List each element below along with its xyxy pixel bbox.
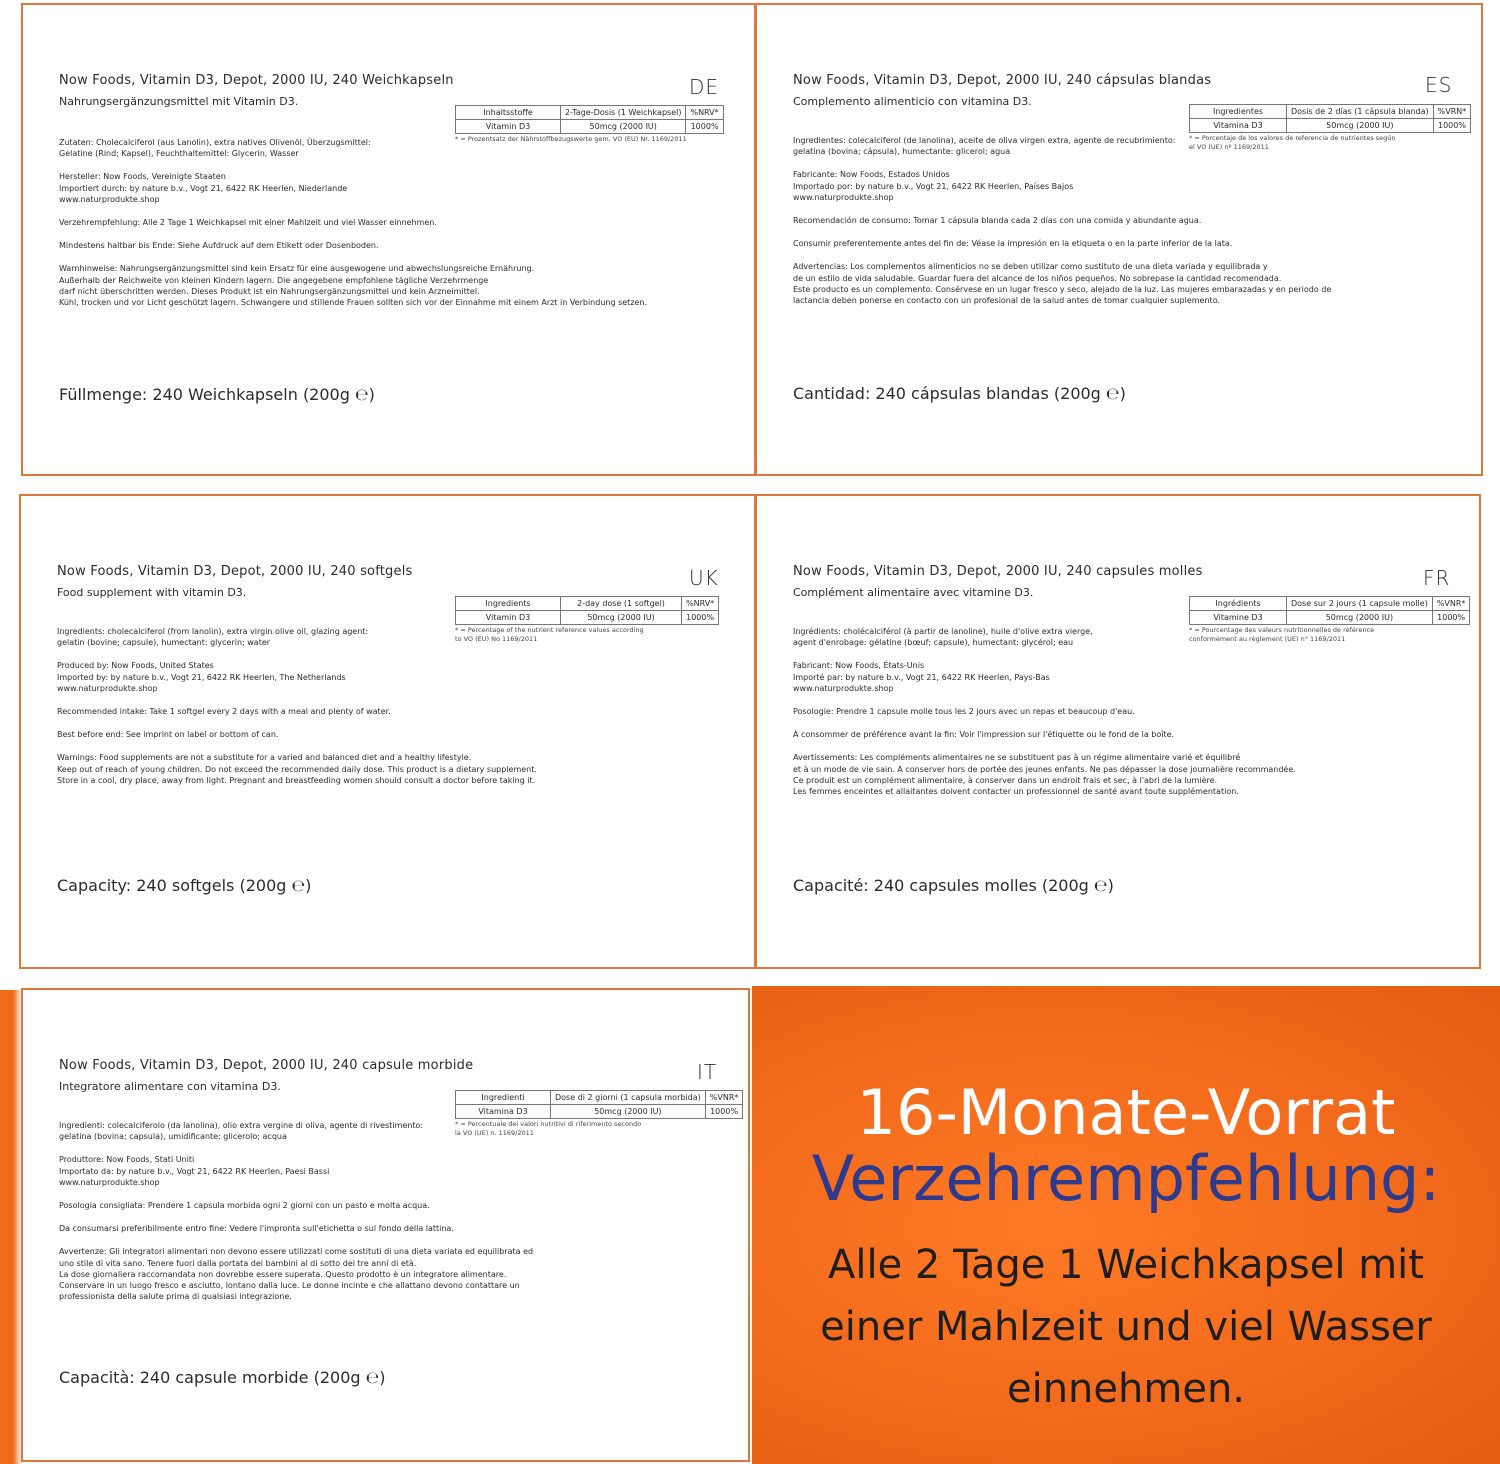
table-footnote: * = Prozentsatz der Nährstoffbezugswerte gem. VO (EU) Nr. 1169/2011	[455, 135, 687, 143]
table-cell: Vitamina D3	[1190, 119, 1287, 133]
language-code: DE	[689, 75, 720, 99]
label-body: Ingredientes: colecalciferol (de lanolina), aceite de oliva virgen extra, agente de recubrimiento: gelatina (bovina; cápsula), humectante: glicerol; agua Fabricante: Now Foods, Estados Unidos Importado por: by nature b.v., Vogt 21, 6422 RK Heerlen, Países Bajos www.naturprodukte.shop Recomendación de consumo: Tomar 1 cápsula blanda cada 2 días con una comida y abundante agua. Consumir preferentemente antes del fin de: Véase la impresión en la etiqueta o en la parte inferior de la lata. Advertencias: Los complementos alimenticios no se deben utilizar como sustituto de una dieta variada y equilibrada y de un estilo de vida saludable. Guardar fuera del alcance de los niños pequeños. No sobrepase la cantidad recomendada. Este producto es un complemento. Consérvese en un lugar fresco y seco, alejado de la luz. Las mujeres embarazadas y en periodo de lactancia deben ponerse en contacto con un profesional de la salud antes de tomar cualquier suplemento.	[793, 136, 1332, 306]
promo-recommendation-heading: Verzehrempfehlung:	[811, 1142, 1441, 1215]
label-de	[21, 3, 756, 476]
table-cell: 1000%	[1432, 611, 1470, 625]
product-title: Now Foods, Vitamin D3, Depot, 2000 IU, 240 softgels	[57, 564, 413, 579]
table-footnote: * = Percentage of the nutrient reference values according to VO (EU) No 1169/2011	[455, 626, 644, 643]
language-code: FR	[1423, 566, 1451, 590]
product-subtitle: Integratore alimentare con vitamina D3.	[59, 1080, 281, 1093]
product-title: Now Foods, Vitamin D3, Depot, 2000 IU, 240 Weichkapseln	[59, 73, 454, 88]
table-cell: 50mcg (2000 IU)	[561, 611, 682, 625]
nutrition-table	[1189, 104, 1471, 133]
table-header: %NRV*	[682, 597, 719, 611]
table-header: Dosis de 2 días (1 cápsula blanda)	[1287, 105, 1434, 119]
product-subtitle: Complemento alimenticio con vitamina D3.	[793, 95, 1032, 108]
table-cell: 1000%	[682, 611, 719, 625]
label-fr	[755, 494, 1481, 969]
label-uk	[19, 494, 756, 969]
table-cell: 50mcg (2000 IU)	[561, 120, 686, 134]
table-header: Dose sur 2 jours (1 capsule molle)	[1287, 597, 1433, 611]
table-cell: 50mcg (2000 IU)	[551, 1105, 706, 1119]
table-footnote: * = Pourcentage des valeurs nutritionnelles de référence conformément au règlement (UE) n° 1169/2011	[1189, 626, 1375, 643]
label-es	[755, 3, 1483, 476]
product-subtitle: Complément alimentaire avec vitamine D3.	[793, 586, 1034, 599]
table-cell: 50mcg (2000 IU)	[1287, 611, 1433, 625]
table-header: %NRV*	[686, 106, 723, 120]
product-subtitle: Food supplement with vitamin D3.	[57, 586, 247, 599]
table-cell: Vitamine D3	[1190, 611, 1287, 625]
nutrition-table	[455, 1090, 743, 1119]
table-header: %VNR*	[1432, 597, 1470, 611]
table-cell: Vitamin D3	[456, 120, 561, 134]
table-header: 2-Tage-Dosis (1 Weichkapsel)	[561, 106, 686, 120]
fill-quantity: Capacità: 240 capsule morbide (200g ℮)	[59, 1368, 386, 1387]
fill-quantity: Füllmenge: 240 Weichkapseln (200g ℮)	[59, 385, 375, 404]
fill-quantity: Capacity: 240 softgels (200g ℮)	[57, 876, 312, 895]
language-code: IT	[697, 1060, 718, 1084]
fill-quantity: Cantidad: 240 cápsulas blandas (200g ℮)	[793, 384, 1126, 403]
table-header: Inhaltsstoffe	[456, 106, 561, 120]
table-cell: 1000%	[1433, 119, 1471, 133]
product-title: Now Foods, Vitamin D3, Depot, 2000 IU, 240 capsules molles	[793, 564, 1203, 579]
nutrition-table	[1189, 596, 1470, 625]
table-header: Ingredienti	[456, 1091, 551, 1105]
table-cell: 1000%	[686, 120, 723, 134]
product-subtitle: Nahrungsergänzungsmittel mit Vitamin D3.	[59, 95, 299, 108]
table-cell: 1000%	[705, 1105, 743, 1119]
table-header: Ingredients	[456, 597, 561, 611]
table-header: %VRN*	[1433, 105, 1471, 119]
table-header: 2-day dose (1 softgel)	[561, 597, 682, 611]
table-header: Ingredientes	[1190, 105, 1287, 119]
fill-quantity: Capacité: 240 capsules molles (200g ℮)	[793, 876, 1114, 895]
table-cell: Vitamina D3	[456, 1105, 551, 1119]
label-body: Ingredienti: colecalciferolo (da lanolina), olio extra vergine di oliva, agente di rivestimento: gelatina (bovina; capsula), umidificante: glicerolo; acqua Produttore: Now Foods, Stati Uniti Importato da: by nature b.v., Vogt 21, 6422 RK Heerlen, Paesi Bassi www.naturprodukte.shop Posologia consigliata: Prendere 1 capsula morbida ogni 2 giorni con un pasto e molta acqua. Da consumarsi preferibilmente entro fine: Vedere l'impronta sull'etichetta o sul fondo della lattina. Avvertenze: Gli integratori alimentari non devono essere utilizzati come sostituti di una dieta variata ed equilibrata ed uno stile di vita sano. Tenere fuori dalla portata dei bambini al di sotto dei tre anni di età. La dose giornaliera raccomandata non dovrebbe essere superata. Questo prodotto è un integratore alimentare. Conservare in un luogo fresco e asciutto, lontano dalla luce. Le donne incinte e che allattano devono contattare un professionista della salute prima di qualsiasi integrazione.	[59, 1121, 534, 1302]
nutrition-table	[455, 105, 724, 134]
table-header: Dose di 2 giorni (1 capsula morbida)	[551, 1091, 706, 1105]
label-body: Zutaten: Cholecalciferol (aus Lanolin), extra natives Olivenöl, Überzugsmittel: Gelatine (Rind; Kapsel), Feuchthaltemittel: Glycerin, Wasser Hersteller: Now Foods, Vereinigte Staaten Importiert durch: by nature b.v., Vogt 21, 6422 RK Heerlen, Niederlande www.naturprodukte.shop Verzehrempfehlung: Alle 2 Tage 1 Weichkapsel mit einer Mahlzeit und viel Wasser einnehmen. Mindestens haltbar bis Ende: Siehe Aufdruck auf dem Etikett oder Dosenboden. Warnhinweise: Nahrungsergänzungsmittel sind kein Ersatz für eine ausgewogene und abwechslungsreiche Ernährung. Außerhalb der Reichweite von kleinen Kindern lagern. Die angegebene empfohlene tägliche Verzehrmenge darf nicht überschritten werden. Dieses Produkt ist ein Nahrungsergänzungsmittel und kein Arzneimittel. Kühl, trocken und vor Licht geschützt lagern. Schwangere und stillende Frauen sollten sich vor der Einnahme mit einem Arzt in Verbindung setzen.	[59, 138, 648, 308]
language-code: UK	[689, 566, 719, 590]
label-body: Ingredients: cholecalciferol (from lanolin), extra virgin olive oil, glazing agent: gelatin (bovine; capsule), humectant: glycerin; water Produced by: Now Foods, United States Imported by: by nature b.v., Vogt 21, 6422 RK Heerlen, The Netherlands www.naturprodukte.shop Recommended intake: Take 1 softgel every 2 days with a meal and plenty of water. Best before end: See imprint on label or bottom of can. Warnings: Food supplements are not a substitute for a varied and balanced diet and a healthy lifestyle. Keep out of reach of young children. Do not exceed the recommended daily dose. This product is a dietary supplement. Store in a cool, dry place, away from light. Pregnant and breastfeeding women should consult a doctor before taking it.	[57, 627, 537, 785]
language-code: ES	[1425, 73, 1453, 97]
nutrition-table	[455, 596, 719, 625]
table-footnote: * = Percentuale dei valori nutritivi di riferimento secondo la VO (UE) n. 1169/2011	[455, 1120, 642, 1137]
table-header: Ingrédients	[1190, 597, 1287, 611]
table-cell: 50mcg (2000 IU)	[1287, 119, 1434, 133]
table-footnote: * = Porcentaje de los valores de referencia de nutrientes según el VO (UE) nº 1169/2011	[1189, 134, 1396, 151]
promo-supply-heading: 16-Monate-Vorrat	[856, 1076, 1396, 1149]
table-cell: Vitamin D3	[456, 611, 561, 625]
product-title: Now Foods, Vitamin D3, Depot, 2000 IU, 240 cápsulas blandas	[793, 73, 1212, 88]
product-title: Now Foods, Vitamin D3, Depot, 2000 IU, 240 capsule morbide	[59, 1058, 474, 1073]
brush-stroke-left	[0, 990, 22, 1464]
label-it	[21, 988, 750, 1462]
promo-recommendation-text: Alle 2 Tage 1 Weichkapsel mit einer Mahlzeit und viel Wasser einnehmen.	[820, 1242, 1432, 1412]
label-body: Ingrédients: cholécalciférol (à partir de lanoline), huile d'olive extra vierge, agent d'enrobage: gélatine (bœuf; capsule), humectant: glycérol; eau Fabricant: Now Foods, États-Unis Importé par: by nature b.v., Vogt 21, 6422 RK Heerlen, Pays-Bas www.naturprodukte.shop Posologie: Prendre 1 capsule molle tous les 2 jours avec un repas et beaucoup d'eau. À consommer de préférence avant la fin: Voir l'impression sur l'étiquette ou le fond de la boîte. Avertissements: Les compléments alimentaires ne se substituent pas à un régime alimentaire varié et équilibré et à un mode de vie sain. A conserver hors de portée des jeunes enfants. Ne pas dépasser la dose journalière recommandée. Ce produit est un complément alimentaire, à conserver dans un endroit frais et sec, à l'abri de la lumière. Les femmes enceintes et allaitantes doivent contacter un professionnel de santé avant toute supplémentation.	[793, 627, 1296, 797]
table-header: %VNR*	[705, 1091, 743, 1105]
